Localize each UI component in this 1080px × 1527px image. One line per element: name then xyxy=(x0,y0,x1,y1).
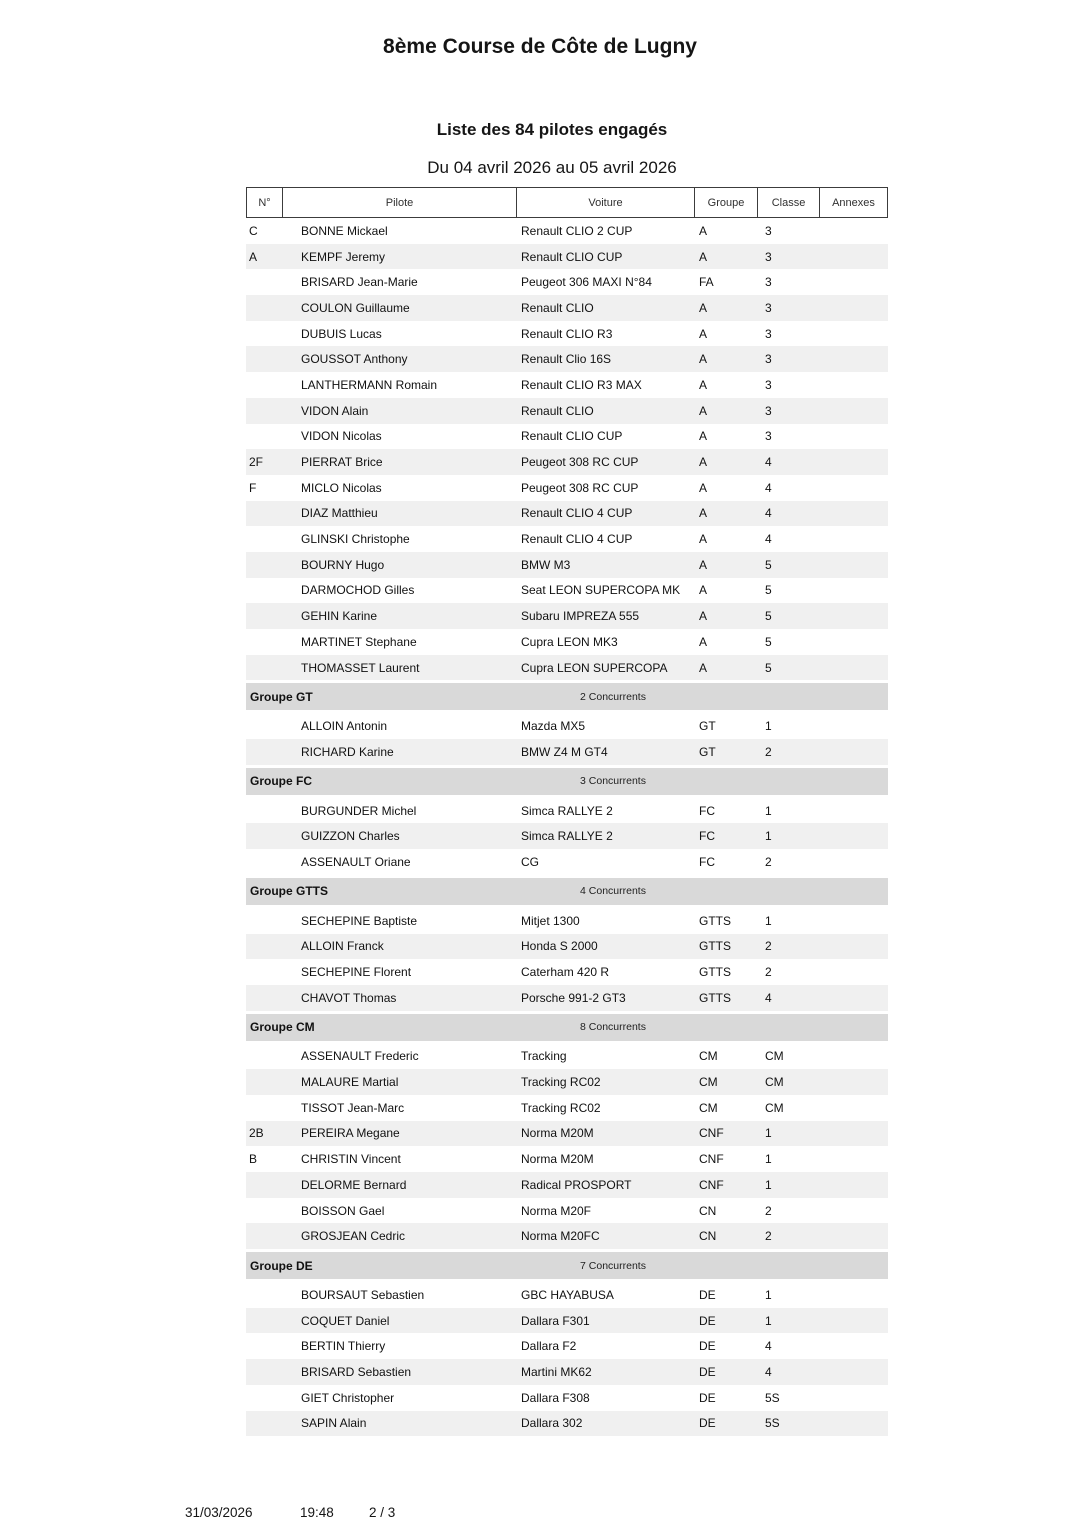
table-row xyxy=(246,908,888,934)
cell-classe: 3 xyxy=(765,403,772,418)
cell-pilote: GUIZZON Charles xyxy=(301,829,400,844)
cell-classe: 4 xyxy=(765,1364,772,1379)
group-header-row xyxy=(246,768,888,795)
cell-voiture: Subaru IMPREZA 555 xyxy=(521,609,640,624)
cell-classe: 5 xyxy=(765,634,772,649)
cell-classe: 1 xyxy=(765,1313,772,1328)
cell-groupe: GT xyxy=(699,744,716,759)
table-row xyxy=(246,798,888,824)
cell-voiture: Dallara 302 xyxy=(521,1416,583,1431)
table-row xyxy=(246,449,888,475)
cell-classe: 1 xyxy=(765,1126,772,1141)
cell-voiture: Caterham 420 R xyxy=(521,965,610,980)
cell-voiture: Cupra LEON SUPERCOPA xyxy=(521,660,668,675)
page-title: 8ème Course de Côte de Lugny xyxy=(383,35,697,58)
cell-groupe: DE xyxy=(699,1364,716,1379)
cell-voiture: Renault CLIO R3 MAX xyxy=(521,377,642,392)
cell-groupe: CNF xyxy=(699,1177,724,1192)
footer-page-number: 2 / 3 xyxy=(369,1505,396,1520)
cell-groupe: CNF xyxy=(699,1126,724,1141)
cell-voiture: Radical PROSPORT xyxy=(521,1177,632,1192)
cell-voiture: BMW M3 xyxy=(521,557,571,572)
table-row xyxy=(246,629,888,655)
cell-pilote: BERTIN Thierry xyxy=(301,1339,386,1354)
table-row xyxy=(246,552,888,578)
group-concurrents-count: 3 Concurrents xyxy=(580,775,646,788)
table-row xyxy=(246,655,888,681)
footer-print-time: 19:48 xyxy=(300,1505,334,1520)
cell-voiture: Seat LEON SUPERCOPA MK xyxy=(521,583,681,598)
table-row xyxy=(246,985,888,1011)
cell-groupe: A xyxy=(699,429,708,444)
cell-classe: 5 xyxy=(765,660,772,675)
cell-voiture: Renault CLIO CUP xyxy=(521,429,623,444)
cell-pilote: RICHARD Karine xyxy=(301,744,394,759)
group-concurrents-count: 8 Concurrents xyxy=(580,1021,646,1034)
cell-groupe: DE xyxy=(699,1416,716,1431)
cell-pilote: SECHEPINE Baptiste xyxy=(301,913,418,928)
cell-classe: 1 xyxy=(765,1152,772,1167)
column-header-pilote: Pilote xyxy=(282,187,517,218)
table-row xyxy=(246,269,888,295)
table-row xyxy=(246,424,888,450)
table-row xyxy=(246,1044,888,1070)
footer-print-date: 31/03/2026 xyxy=(185,1505,253,1520)
table-row xyxy=(246,244,888,270)
cell-voiture: Porsche 991-2 GT3 xyxy=(521,990,626,1005)
group-label: Groupe CM xyxy=(250,1020,315,1035)
cell-classe: 2 xyxy=(765,854,772,869)
cell-voiture: Honda S 2000 xyxy=(521,939,598,954)
cell-voiture: Peugeot 308 RC CUP xyxy=(521,455,639,470)
cell-classe: 1 xyxy=(765,719,772,734)
table-row xyxy=(246,1121,888,1147)
table-row xyxy=(246,1385,888,1411)
cell-groupe: GTTS xyxy=(699,913,731,928)
cell-classe: 5S xyxy=(765,1390,780,1405)
cell-groupe: GTTS xyxy=(699,990,731,1005)
cell-pilote: BOURSAUT Sebastien xyxy=(301,1287,425,1302)
cell-num: C xyxy=(249,223,258,238)
cell-classe: 3 xyxy=(765,223,772,238)
cell-classe: 3 xyxy=(765,326,772,341)
cell-pilote: SECHEPINE Florent xyxy=(301,965,412,980)
group-concurrents-count: 4 Concurrents xyxy=(580,885,646,898)
column-header-classe: Classe xyxy=(757,187,820,218)
table-row xyxy=(246,739,888,765)
cell-pilote: ASSENAULT Frederic xyxy=(301,1049,419,1064)
table-row xyxy=(246,578,888,604)
cell-classe: 3 xyxy=(765,300,772,315)
cell-voiture: Mitjet 1300 xyxy=(521,913,580,928)
cell-groupe: A xyxy=(699,583,708,598)
cell-voiture: Peugeot 306 MAXI N°84 xyxy=(521,275,652,290)
table-row xyxy=(246,321,888,347)
table-body xyxy=(246,218,888,1436)
cell-voiture: Norma M20M xyxy=(521,1152,594,1167)
cell-groupe: A xyxy=(699,609,708,624)
cell-groupe: CN xyxy=(699,1229,717,1244)
cell-classe: 2 xyxy=(765,965,772,980)
cell-pilote: ALLOIN Franck xyxy=(301,939,384,954)
cell-voiture: Norma M20FC xyxy=(521,1229,600,1244)
cell-classe: 2 xyxy=(765,1229,772,1244)
group-header-row xyxy=(246,683,888,710)
cell-pilote: COQUET Daniel xyxy=(301,1313,390,1328)
cell-pilote: DIAZ Matthieu xyxy=(301,506,378,521)
table-row xyxy=(246,1359,888,1385)
group-label: Groupe DE xyxy=(250,1258,313,1273)
cell-classe: 3 xyxy=(765,275,772,290)
cell-groupe: A xyxy=(699,300,708,315)
table-row xyxy=(246,713,888,739)
column-header-annexes: Annexes xyxy=(819,187,888,218)
cell-classe: 3 xyxy=(765,377,772,392)
table-row xyxy=(246,1069,888,1095)
table-row xyxy=(246,1198,888,1224)
cell-pilote: PIERRAT Brice xyxy=(301,455,383,470)
cell-pilote: DARMOCHOD Gilles xyxy=(301,583,415,598)
cell-voiture: Tracking xyxy=(521,1049,567,1064)
cell-pilote: GIET Christopher xyxy=(301,1390,395,1405)
cell-classe: 2 xyxy=(765,939,772,954)
cell-voiture: CG xyxy=(521,854,539,869)
cell-classe: 5 xyxy=(765,609,772,624)
group-header-row xyxy=(246,1014,888,1041)
cell-groupe: A xyxy=(699,403,708,418)
cell-pilote: GEHIN Karine xyxy=(301,609,378,624)
table-row xyxy=(246,398,888,424)
cell-classe: 1 xyxy=(765,1177,772,1192)
cell-groupe: GTTS xyxy=(699,965,731,980)
cell-classe: 1 xyxy=(765,1287,772,1302)
table-row xyxy=(246,1172,888,1198)
cell-classe: CM xyxy=(765,1100,784,1115)
cell-pilote: TISSOT Jean-Marc xyxy=(301,1100,405,1115)
table-row xyxy=(246,346,888,372)
table-row xyxy=(246,1282,888,1308)
group-header-row xyxy=(246,878,888,905)
table-row xyxy=(246,1411,888,1437)
table-row xyxy=(246,372,888,398)
cell-voiture: Renault Clio 16S xyxy=(521,352,612,367)
cell-groupe: A xyxy=(699,326,708,341)
cell-pilote: VIDON Alain xyxy=(301,403,369,418)
cell-groupe: FC xyxy=(699,829,715,844)
cell-groupe: DE xyxy=(699,1339,716,1354)
event-date-range: Du 04 avril 2026 au 05 avril 2026 xyxy=(427,158,677,177)
cell-groupe: CNF xyxy=(699,1152,724,1167)
cell-pilote: COULON Guillaume xyxy=(301,300,410,315)
cell-classe: 4 xyxy=(765,506,772,521)
cell-pilote: BURGUNDER Michel xyxy=(301,803,417,818)
cell-voiture: Simca RALLYE 2 xyxy=(521,829,613,844)
cell-classe: CM xyxy=(765,1049,784,1064)
cell-classe: 2 xyxy=(765,1203,772,1218)
cell-pilote: THOMASSET Laurent xyxy=(301,660,420,675)
cell-voiture: Tracking RC02 xyxy=(521,1100,601,1115)
cell-groupe: FA xyxy=(699,275,714,290)
cell-voiture: Mazda MX5 xyxy=(521,719,586,734)
cell-voiture: Martini MK62 xyxy=(521,1364,592,1379)
table-row xyxy=(246,475,888,501)
cell-groupe: A xyxy=(699,634,708,649)
cell-groupe: A xyxy=(699,532,708,547)
table-row xyxy=(246,934,888,960)
cell-groupe: CM xyxy=(699,1100,718,1115)
cell-pilote: BOURNY Hugo xyxy=(301,557,385,572)
cell-groupe: FC xyxy=(699,803,715,818)
cell-pilote: GOUSSOT Anthony xyxy=(301,352,408,367)
cell-pilote: BONNE Mickael xyxy=(301,223,388,238)
cell-voiture: Dallara F2 xyxy=(521,1339,577,1354)
cell-classe: 4 xyxy=(765,1339,772,1354)
group-label: Groupe FC xyxy=(250,774,312,789)
cell-classe: 4 xyxy=(765,480,772,495)
cell-groupe: A xyxy=(699,377,708,392)
cell-groupe: DE xyxy=(699,1313,716,1328)
cell-voiture: Norma M20F xyxy=(521,1203,592,1218)
column-header-groupe: Groupe xyxy=(694,187,758,218)
cell-pilote: CHAVOT Thomas xyxy=(301,990,397,1005)
cell-groupe: CM xyxy=(699,1075,718,1090)
cell-voiture: Renault CLIO xyxy=(521,403,594,418)
cell-pilote: BRISARD Jean-Marie xyxy=(301,275,418,290)
group-header-row xyxy=(246,1252,888,1279)
cell-pilote: ALLOIN Antonin xyxy=(301,719,388,734)
cell-groupe: GTTS xyxy=(699,939,731,954)
page-footer xyxy=(0,1505,1080,1523)
cell-num: 2F xyxy=(249,455,264,470)
cell-pilote: CHRISTIN Vincent xyxy=(301,1152,401,1167)
cell-classe: 1 xyxy=(765,913,772,928)
cell-groupe: GT xyxy=(699,719,716,734)
cell-groupe: FC xyxy=(699,854,715,869)
cell-pilote: SAPIN Alain xyxy=(301,1416,367,1431)
cell-pilote: LANTHERMANN Romain xyxy=(301,377,438,392)
cell-classe: 4 xyxy=(765,990,772,1005)
cell-voiture: Dallara F308 xyxy=(521,1390,590,1405)
group-concurrents-count: 7 Concurrents xyxy=(580,1259,646,1272)
cell-voiture: Norma M20M xyxy=(521,1126,594,1141)
cell-classe: 1 xyxy=(765,829,772,844)
cell-pilote: GLINSKI Christophe xyxy=(301,532,410,547)
cell-groupe: A xyxy=(699,223,708,238)
table-row xyxy=(246,823,888,849)
cell-voiture: Dallara F301 xyxy=(521,1313,590,1328)
group-label: Groupe GT xyxy=(250,689,313,704)
table-row xyxy=(246,1146,888,1172)
cell-voiture: Renault CLIO 2 CUP xyxy=(521,223,633,238)
cell-voiture: BMW Z4 M GT4 xyxy=(521,744,608,759)
cell-classe: 5 xyxy=(765,557,772,572)
table-row xyxy=(246,1095,888,1121)
cell-voiture: Renault CLIO CUP xyxy=(521,249,623,264)
cell-groupe: A xyxy=(699,352,708,367)
cell-classe: CM xyxy=(765,1075,784,1090)
table-row xyxy=(246,603,888,629)
cell-num: 2B xyxy=(249,1126,264,1141)
cell-groupe: A xyxy=(699,557,708,572)
cell-classe: 3 xyxy=(765,352,772,367)
cell-classe: 3 xyxy=(765,249,772,264)
cell-classe: 2 xyxy=(765,744,772,759)
cell-num: F xyxy=(249,480,257,495)
cell-groupe: DE xyxy=(699,1287,716,1302)
cell-groupe: A xyxy=(699,455,708,470)
cell-classe: 1 xyxy=(765,803,772,818)
cell-voiture: GBC HAYABUSA xyxy=(521,1287,614,1302)
cell-voiture: Tracking RC02 xyxy=(521,1075,601,1090)
table-row xyxy=(246,526,888,552)
cell-pilote: MICLO Nicolas xyxy=(301,480,382,495)
cell-groupe: A xyxy=(699,506,708,521)
cell-pilote: GROSJEAN Cedric xyxy=(301,1229,406,1244)
cell-groupe: A xyxy=(699,660,708,675)
column-header-num: N° xyxy=(246,187,283,218)
cell-classe: 4 xyxy=(765,455,772,470)
cell-voiture: Renault CLIO 4 CUP xyxy=(521,506,633,521)
cell-pilote: ASSENAULT Oriane xyxy=(301,854,411,869)
cell-num: A xyxy=(249,249,258,264)
cell-voiture: Simca RALLYE 2 xyxy=(521,803,613,818)
cell-classe: 5 xyxy=(765,583,772,598)
table-row xyxy=(246,218,888,244)
cell-num: B xyxy=(249,1152,258,1167)
cell-pilote: BOISSON Gael xyxy=(301,1203,385,1218)
cell-pilote: BRISARD Sebastien xyxy=(301,1364,412,1379)
cell-classe: 3 xyxy=(765,429,772,444)
entrants-table xyxy=(246,187,888,1436)
cell-groupe: DE xyxy=(699,1390,716,1405)
cell-classe: 5S xyxy=(765,1416,780,1431)
cell-voiture: Renault CLIO xyxy=(521,300,594,315)
cell-groupe: A xyxy=(699,249,708,264)
table-header-row xyxy=(246,187,888,218)
cell-pilote: MALAURE Martial xyxy=(301,1075,399,1090)
cell-pilote: DELORME Bernard xyxy=(301,1177,407,1192)
cell-pilote: DUBUIS Lucas xyxy=(301,326,382,341)
table-row xyxy=(246,501,888,527)
cell-pilote: VIDON Nicolas xyxy=(301,429,382,444)
table-row xyxy=(246,959,888,985)
table-row xyxy=(246,1308,888,1334)
cell-voiture: Cupra LEON MK3 xyxy=(521,634,618,649)
cell-classe: 4 xyxy=(765,532,772,547)
table-row xyxy=(246,1333,888,1359)
cell-groupe: CM xyxy=(699,1049,718,1064)
table-row xyxy=(246,849,888,875)
group-label: Groupe GTTS xyxy=(250,884,328,899)
cell-voiture: Renault CLIO 4 CUP xyxy=(521,532,633,547)
cell-voiture: Renault CLIO R3 xyxy=(521,326,613,341)
cell-pilote: KEMPF Jeremy xyxy=(301,249,386,264)
cell-groupe: CN xyxy=(699,1203,717,1218)
cell-groupe: A xyxy=(699,480,708,495)
table-row xyxy=(246,295,888,321)
cell-voiture: Peugeot 308 RC CUP xyxy=(521,480,639,495)
column-header-voiture: Voiture xyxy=(516,187,695,218)
entry-list-subtitle: Liste des 84 pilotes engagés xyxy=(436,120,668,139)
group-concurrents-count: 2 Concurrents xyxy=(580,690,646,703)
cell-pilote: PEREIRA Megane xyxy=(301,1126,400,1141)
table-row xyxy=(246,1223,888,1249)
cell-pilote: MARTINET Stephane xyxy=(301,634,417,649)
